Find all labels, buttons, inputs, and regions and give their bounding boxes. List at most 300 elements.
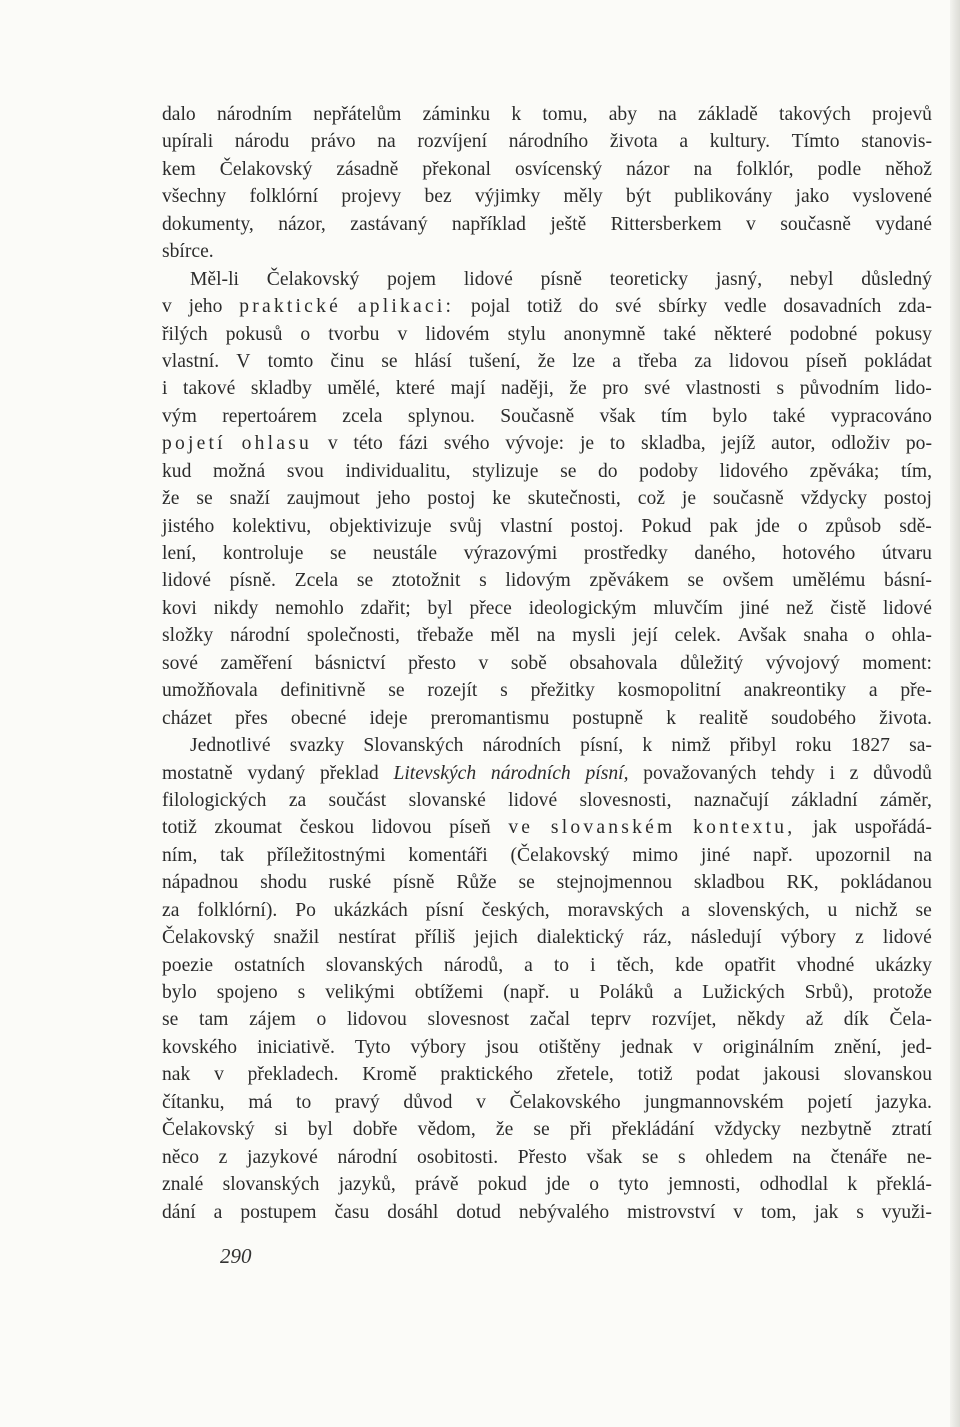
word: RK, [786, 872, 819, 894]
word: se [518, 872, 535, 894]
word: společnosti, [306, 625, 400, 647]
word: se [642, 1146, 659, 1168]
word: nemohlo [275, 597, 344, 619]
word: slovesnost [427, 1009, 510, 1031]
italic-title-word: národních [490, 762, 571, 784]
word: rozvíjet, [651, 1009, 717, 1031]
word: vhodné [796, 954, 855, 976]
word: všechny [162, 186, 227, 208]
italic-title-word: Litevských [393, 762, 477, 784]
word: sobě [510, 652, 547, 674]
word: výrazovými [463, 543, 558, 564]
word: lidové [882, 927, 932, 949]
word: důvod [403, 1091, 453, 1113]
word: stejnojmennou [556, 872, 673, 894]
word: ztotožnit [391, 570, 461, 592]
word: jasný, [715, 268, 763, 290]
text-line [162, 1171, 932, 1198]
word: si [274, 1119, 288, 1141]
word: přežitky [530, 680, 595, 702]
word: individualitu, [345, 460, 451, 482]
word: právě [415, 1174, 459, 1196]
word: kolektivu, [232, 515, 312, 537]
word: dosavadních [783, 296, 882, 318]
word: výbory [780, 927, 837, 949]
word: totiž [162, 817, 197, 839]
word: v [692, 1036, 703, 1058]
word: píseň [449, 817, 491, 839]
word: i [162, 378, 168, 400]
word: podle [817, 158, 862, 180]
word: důležitý [680, 652, 744, 674]
word: komentáři [408, 844, 488, 866]
word: celek. [674, 625, 721, 647]
word: lení, [162, 543, 197, 564]
word: nebývalého [518, 1201, 610, 1223]
word: než [786, 597, 814, 619]
word: čtenáře [830, 1146, 888, 1168]
word: (např. [503, 982, 550, 1003]
word: příležitostnými [266, 844, 386, 866]
word: folklór, [736, 158, 794, 180]
word: také [772, 405, 806, 427]
word: českých, [481, 899, 550, 921]
text-line [162, 128, 932, 155]
word: nápadnou [162, 872, 239, 894]
word: a [524, 954, 533, 976]
word: národní [230, 625, 290, 647]
word: za [162, 899, 180, 921]
word: příliš [414, 927, 456, 949]
word: uspořádá- [854, 817, 932, 839]
word: sbírky [658, 296, 708, 318]
word: a [681, 899, 690, 921]
word: důvodů [873, 762, 932, 784]
text-line [162, 1199, 932, 1226]
word: opatřit [724, 954, 776, 976]
word: tam [199, 1009, 229, 1031]
word: se [162, 1009, 179, 1031]
word: kontroluje [222, 543, 304, 564]
word: svou [286, 460, 324, 482]
word: lidové [882, 597, 932, 619]
word: hotového [782, 543, 856, 564]
text-line [162, 1116, 932, 1143]
text-line [162, 1034, 932, 1061]
word: zásadně [336, 158, 399, 180]
word: realitě [699, 707, 749, 729]
page-edge-shadow [950, 0, 960, 1427]
word: nepřátelům [313, 104, 402, 125]
word: spojeno [216, 982, 278, 1003]
word: pravý [335, 1091, 380, 1113]
emphasized-word: kontextu, [693, 817, 796, 839]
word: překlad [319, 762, 379, 784]
text-line [162, 403, 932, 430]
text-line [162, 211, 932, 238]
word: zaujmout [286, 488, 360, 510]
word: zkoumat [214, 817, 282, 839]
emphasized-word: slovanském [550, 817, 676, 839]
emphasized-word: ve [508, 817, 534, 839]
word: moravských [567, 899, 664, 921]
word: také [663, 323, 697, 345]
word: zastávaný [350, 213, 428, 235]
word: Tímto [791, 131, 840, 153]
word: stylizuje [472, 460, 539, 482]
word: objektivizuje [329, 515, 432, 537]
word: po- [905, 433, 932, 455]
word: projevy [341, 186, 402, 208]
word: zájem [249, 1009, 296, 1031]
word: folklórní). [197, 899, 278, 921]
word: podat [696, 1064, 740, 1086]
word: mistrovství [627, 1201, 716, 1223]
word: řilých [162, 323, 208, 345]
text-line [162, 924, 932, 951]
text-line [162, 1144, 932, 1171]
word: preromantismu [430, 707, 550, 729]
word: zcela [342, 405, 383, 427]
word: teoreticky [609, 268, 689, 290]
word: vývojový [765, 652, 840, 674]
word: svazky [289, 735, 345, 757]
word: mají [450, 378, 486, 400]
word: Rittersberkem [610, 213, 722, 235]
word: s [297, 982, 306, 1003]
word: dotud [456, 1201, 501, 1223]
word: slovanských [222, 1174, 320, 1196]
word: slovanských [325, 954, 423, 976]
word: a [213, 1201, 223, 1223]
word: mluvčím [653, 597, 724, 619]
word: a [679, 131, 689, 153]
word: pak [709, 515, 738, 537]
word: kultury. [709, 131, 770, 153]
word: na [792, 1146, 811, 1168]
word: Čelakovského [509, 1091, 621, 1113]
word: nestírat [338, 927, 396, 949]
word: národních [482, 735, 561, 757]
word: svého [443, 433, 490, 455]
word: své [615, 296, 642, 318]
word: které [395, 378, 435, 400]
word: to [553, 954, 570, 976]
word: při [569, 1119, 592, 1141]
word: v [397, 323, 408, 345]
text-line [162, 869, 932, 896]
text-line [162, 814, 932, 841]
word: s [856, 1201, 864, 1223]
word: lidové [508, 789, 558, 811]
word: pojetí [807, 1091, 853, 1113]
word: Po [295, 899, 316, 921]
word: jiné [700, 844, 731, 866]
word: přes [235, 707, 268, 729]
word: písně [393, 872, 435, 894]
word: současně [780, 213, 851, 235]
text-line [162, 238, 932, 265]
word: naději, [500, 378, 554, 400]
word: takové [183, 378, 236, 400]
word: že [537, 350, 556, 372]
word: Tyto [354, 1036, 391, 1058]
word: obecné [290, 707, 347, 729]
word: nikdy [213, 597, 259, 619]
word: obsahovala [569, 652, 658, 674]
word: výbory [410, 1036, 467, 1058]
word: teprv [590, 1009, 632, 1031]
word: lidovou [371, 817, 432, 839]
word: totiž [637, 1064, 673, 1086]
word: záměr, [879, 789, 932, 811]
word: o [797, 515, 808, 537]
word: základní [791, 789, 858, 811]
word: protože [873, 982, 932, 1003]
word: až [805, 1009, 824, 1031]
text-line [162, 183, 932, 210]
word: pokud [477, 1174, 527, 1196]
word: sa- [909, 735, 932, 757]
word: snaží [229, 488, 270, 510]
word: takových [779, 104, 851, 125]
word: že [495, 1119, 514, 1141]
word: dání [162, 1201, 196, 1223]
word: postoj [884, 488, 932, 510]
word: s [678, 1146, 686, 1168]
word: filologických [162, 789, 267, 811]
word: osobitosti. [416, 1146, 499, 1168]
text-line [162, 760, 932, 787]
word: k [847, 1174, 858, 1196]
word: těch, [616, 954, 655, 976]
word: jejich [474, 927, 518, 949]
word: splynou. [407, 405, 475, 427]
word: tvorbu [328, 323, 380, 345]
word: života [609, 131, 658, 153]
word: u [827, 899, 838, 921]
word: jako [795, 186, 830, 208]
word: cházet [162, 707, 213, 729]
word: důsledný [861, 268, 932, 290]
word: repertoárem [222, 405, 317, 427]
word: pro [602, 378, 629, 400]
word: z [218, 1146, 228, 1168]
word: jed- [901, 1036, 932, 1058]
emphasized-word: pojetí [162, 433, 226, 455]
word: daného, [694, 543, 756, 564]
word: anakreontiky [743, 680, 847, 702]
word: Přesto [517, 1146, 567, 1168]
word: na [658, 104, 677, 125]
word: fázi [398, 433, 428, 455]
word: jakousi [763, 1064, 821, 1086]
word: pře- [900, 680, 932, 702]
word: Pokud [641, 515, 692, 537]
word: činu [330, 350, 365, 372]
word: záminku [422, 104, 491, 125]
word: písně [540, 268, 582, 290]
word: zda- [898, 296, 932, 318]
word: jeho [376, 488, 411, 510]
word: považovaných [643, 762, 757, 784]
word: ráz, [642, 927, 672, 949]
word: ovšem [722, 570, 774, 592]
word: využi- [881, 1201, 932, 1223]
text-line [162, 101, 932, 128]
word: této [353, 433, 383, 455]
word: času [334, 1201, 370, 1223]
word: tyto [618, 1174, 649, 1196]
word: neustále [372, 543, 438, 564]
word: Čela- [889, 1009, 932, 1031]
word: ruské [328, 872, 372, 894]
text-line [162, 567, 932, 594]
text-line [162, 787, 932, 814]
text-line [162, 842, 932, 869]
word: to [609, 433, 626, 455]
word: na [536, 625, 556, 647]
word: básnictví [314, 652, 386, 674]
word: národní [337, 1146, 398, 1168]
word: kovi [162, 597, 197, 619]
word: tušení, [468, 350, 521, 372]
word: zdařit; [360, 597, 411, 619]
word: lidovém [425, 323, 490, 345]
word: někdy [737, 1009, 786, 1031]
text-line [162, 897, 932, 924]
word: kovského [162, 1036, 238, 1058]
word: dokumenty, [162, 213, 254, 235]
word: definitivně [280, 680, 366, 702]
word: jemnosti, [667, 1174, 741, 1196]
word: prostředky [583, 543, 668, 564]
text-line [162, 348, 932, 375]
word: i [590, 954, 596, 976]
body-text [162, 101, 932, 1226]
word: do [597, 460, 618, 482]
word: Čelakovský [162, 927, 255, 949]
word: slovanské [408, 789, 486, 811]
word: V [236, 350, 251, 372]
word: Růže [456, 872, 497, 894]
word: života. [879, 707, 932, 729]
word: vývoje: [505, 433, 565, 455]
text-line [162, 622, 932, 649]
word: za [288, 789, 307, 811]
word: vydaný [247, 762, 306, 784]
word: má [248, 1091, 273, 1113]
word: něhož [885, 158, 932, 180]
word: tomto [267, 350, 314, 372]
word: originálním [722, 1036, 815, 1058]
word: odhodlal [759, 1174, 829, 1196]
word: pokusy [875, 323, 932, 345]
word: vyslovené [852, 186, 932, 208]
word: vždycky [714, 1119, 781, 1141]
text-line [162, 430, 932, 457]
text-line [162, 705, 932, 732]
word: publikovány [674, 186, 773, 208]
word: a [868, 680, 878, 702]
word: ideje [369, 707, 408, 729]
word: písní [425, 899, 464, 921]
word: písní, [580, 735, 624, 757]
text-line [162, 540, 932, 567]
word: třeba [638, 350, 678, 372]
word: v [476, 1091, 486, 1113]
word: lidové [162, 570, 211, 592]
word: to [296, 1091, 312, 1113]
text-line [162, 677, 932, 704]
word: ukázky [875, 954, 932, 976]
word: o [316, 1009, 327, 1031]
word: do [578, 296, 599, 318]
word: se [388, 680, 405, 702]
word: součást [328, 789, 387, 811]
word: s [776, 378, 785, 400]
word: jak [813, 817, 837, 839]
word: tom, [761, 1201, 797, 1223]
word: folklórní [249, 186, 319, 208]
word: Čelakovský [162, 1119, 255, 1141]
word: v [478, 652, 489, 674]
word: se [381, 350, 398, 372]
word: byl [307, 1119, 333, 1141]
text-line [162, 1089, 932, 1116]
word: tím, [900, 460, 932, 482]
word: čistě [830, 597, 867, 619]
word: snaha [803, 625, 848, 647]
word: jazyků, [338, 1174, 396, 1196]
text-line [162, 952, 932, 979]
word: sové [162, 652, 198, 674]
word: z [855, 927, 864, 949]
emphasized-word: ohlasu [241, 433, 312, 455]
word: tak [220, 844, 245, 866]
word: k [666, 707, 676, 729]
word: pokládanou [840, 872, 932, 894]
word: lidovým [505, 570, 571, 592]
word: kem [162, 158, 196, 180]
word: ohla- [891, 625, 932, 647]
word: velikými [325, 982, 395, 1003]
word: projevů [872, 104, 932, 125]
word: ideologickým [528, 597, 637, 619]
word: je [579, 433, 595, 455]
word: lidové [463, 268, 513, 290]
word: iniciativě. [257, 1036, 335, 1058]
word: jsou [486, 1036, 519, 1058]
word: být [625, 186, 652, 208]
word: současně [713, 488, 784, 510]
word: názor, [278, 213, 326, 235]
word: zpěváka; [809, 460, 880, 482]
word: básní- [884, 570, 932, 592]
text-line [162, 293, 932, 320]
word: s [500, 680, 508, 702]
word: s [479, 570, 487, 592]
word: způsob [825, 515, 882, 537]
word: původním [799, 378, 880, 400]
word: na [693, 158, 713, 180]
word: kde [675, 954, 704, 976]
word: shodu [260, 872, 307, 894]
word: třebaže [416, 625, 474, 647]
word: postupem [240, 1201, 317, 1223]
word: podoby [639, 460, 698, 482]
text-line [162, 979, 932, 1006]
